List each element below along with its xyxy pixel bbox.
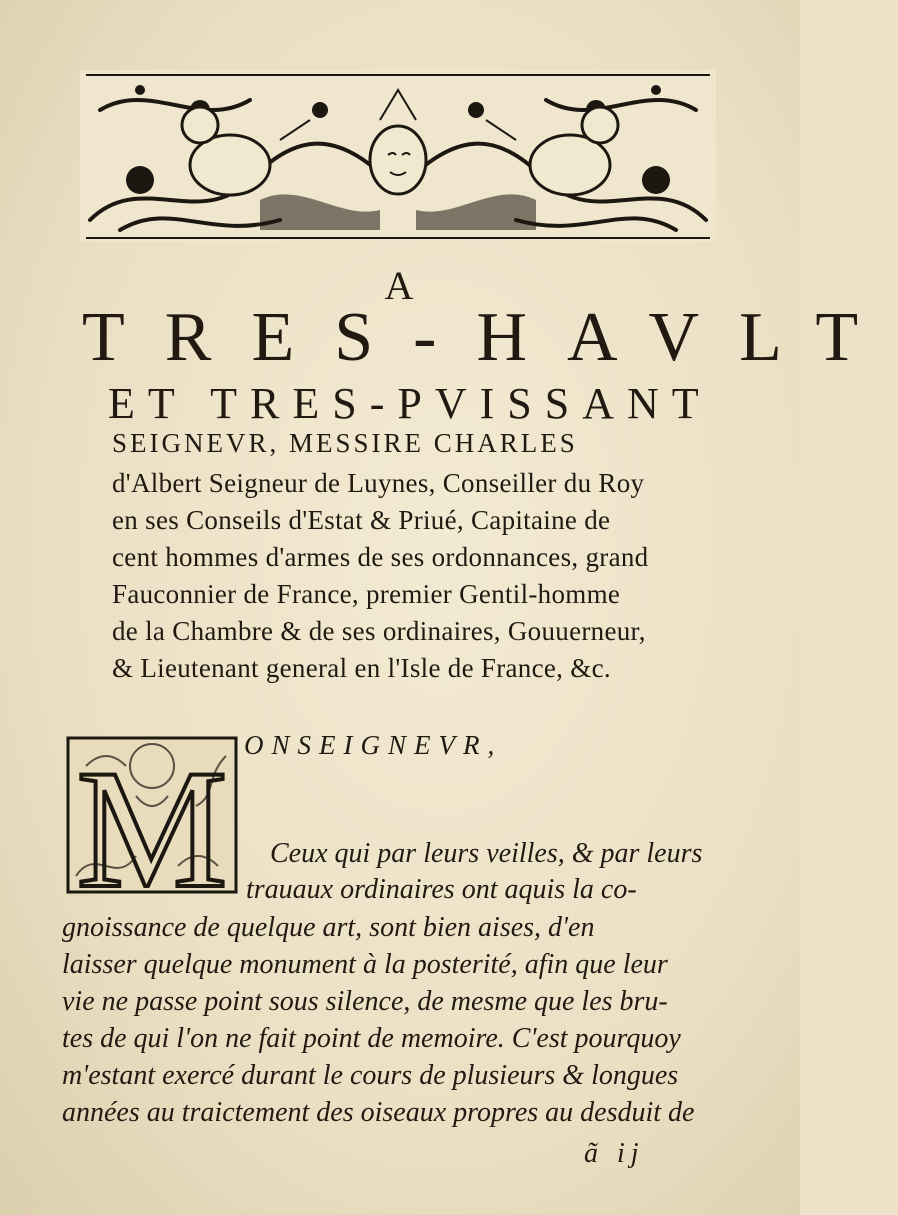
body-text-line: vie ne passe point sous silence, de mesme que les bru- [62, 986, 668, 1017]
drop-cap-letter: M [76, 735, 228, 923]
body-text-line: m'estant exercé durant le cours de plusieurs & longues [62, 1060, 679, 1091]
salutation: ONSEIGNEVR, [244, 730, 503, 760]
dedication-line: d'Albert Seigneur de Luynes, Conseiller du Roy [112, 468, 645, 498]
title-sub-line: ET TRES-PVISSANT [108, 379, 712, 428]
body-text-line: gnoissance de quelque art, sont bien aises, d'en [62, 912, 595, 943]
dedication-line: & Lieutenant general en l'Isle de France, &c. [112, 653, 611, 683]
dedication-line: Fauconnier de France, premier Gentil-homme [112, 579, 621, 609]
dedication-line: SEIGNEVR, MESSIRE CHARLES [112, 428, 578, 458]
body-text-line: années au traictement des oiseaux propres au desduit de [62, 1097, 695, 1128]
dedication-line: cent hommes d'armes de ses ordonnances, grand [112, 542, 649, 572]
historiated-initial [66, 735, 238, 923]
drop-cap-ornament-icon [66, 735, 238, 923]
body-text-line: tes de qui l'on ne fait point de memoire. C'est pourquoy [62, 1023, 681, 1054]
dedication-line: en ses Conseils d'Estat & Priué, Capitaine de [112, 505, 611, 535]
title-main-line: TRES-HAVLT [82, 299, 898, 376]
catchword: ã ij [584, 1138, 645, 1169]
body-text-line: trauaux ordinaires ont aquis la co- [246, 874, 637, 905]
headpiece-ornament-icon [80, 70, 716, 242]
title-line-a: A [384, 263, 416, 308]
body-text-line: Ceux qui par leurs veilles, & par leurs [270, 838, 703, 869]
dedication-line: de la Chambre & de ses ordinaires, Gouuerneur, [112, 616, 646, 646]
woodcut-headpiece [80, 70, 716, 242]
body-text-line: laisser quelque monument à la posterité, afin que leur [62, 949, 668, 980]
